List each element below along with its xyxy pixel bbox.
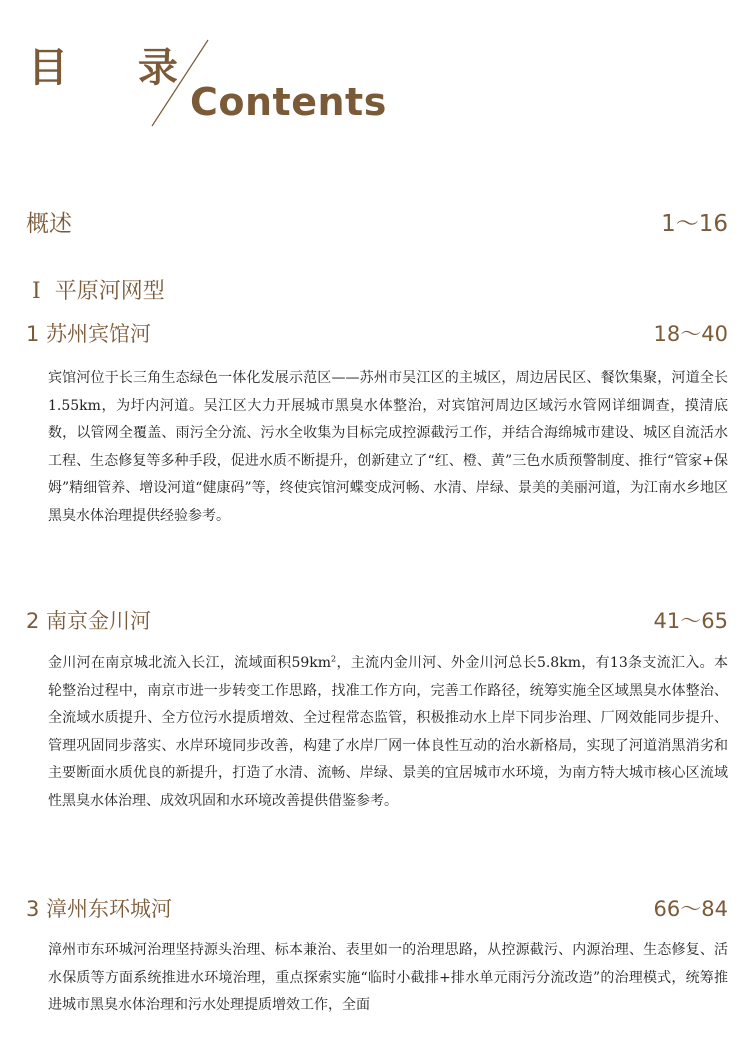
section-2-pages: 41～65: [653, 609, 728, 633]
section-2-summary: [48, 650, 728, 816]
toc-entry-section-2[interactable]: [26, 605, 728, 635]
section-3-heading: 3 漳州东环城河: [26, 897, 173, 921]
section-1-heading: 1 苏州宾馆河: [26, 322, 152, 346]
section-1-pages: 18～40: [653, 322, 728, 346]
section-1-summary: 宾馆河位于长三角生态绿色一体化发展示范区——苏州市吴江区的主城区，周边居民区、餐饮集聚，河道全长1.55km，为圩内河道。吴江区大力开展城市黑臭水体整治，对宾馆河周边区域污水管网详细调查，摸清底数，以管网全覆盖、雨污全分流、污水全收集为目标完成控源截污工作，并结合海绵城市建设、城区自流活水工程、生态修复等多种手段，促进水质不断提升，创新建立了“红、橙、黄”三色水质预警制度、推行“管家+保姆”精细管养、增设河道“健康码”等，终使宾馆河蝶变成河畅、水清、岸绿、景美的美丽河道，为江南水乡地区黑臭水体治理提供经验参考。: [48, 370, 728, 524]
toc-entry-overview-label: 概述: [26, 211, 72, 237]
part-numeral: I: [32, 279, 41, 304]
toc-entry-overview[interactable]: [26, 205, 728, 238]
toc-entry-section-3[interactable]: [26, 893, 728, 923]
page-title-chinese: 目 录: [28, 44, 206, 91]
section-2-heading: 2 南京金川河: [26, 609, 152, 633]
superscript-2: 2: [331, 654, 337, 664]
section-3-pages: 66～84: [653, 897, 728, 921]
section-2-summary-part-a: 金川河在南京城北流入长江，流域面积59km: [48, 655, 332, 671]
section-3-summary: 漳州市东环城河治理坚持源头治理、标本兼治、表里如一的治理思路，从控源截污、内源治理、生态修复、活水保质等方面系统推进水环境治理，重点探索实施“临时小截排+排水单元雨污分流改造”的治理模式，统筹推进城市黑臭水体治理和污水处理提质增效工作，全面: [48, 942, 728, 1014]
part-title: 平原河网型: [54, 279, 165, 304]
page-title-english: Contents: [190, 80, 387, 124]
toc-entry-overview-pages: 1～16: [661, 211, 728, 237]
section-2-summary-part-b: ，主流内金川河、外金川河总长5.8km，有13条支流汇入。本轮整治过程中，南京市进一步转变工作思路，找准工作方向，完善工作路径，统筹实施全区域黑臭水体整治、全流域水质提升、全方位污水提质增效、全过程常态监管，积极推动水上岸下同步治理、厂网效能同步提升、管理巩固同步落实、水岸环境同步改善，构建了水岸厂网一体良性互动的治水新格局，实现了河道消黑消劣和主要断面水质优良的新提升，打造了水清、流畅、岸绿、景美的宜居城市水环境，为南方特大城市核心区流域性黑臭水体治理、成效巩固和水环境改善提供借鉴参考。: [48, 655, 728, 809]
toc-entry-section-1[interactable]: [26, 318, 728, 348]
toc-part-heading: [32, 274, 165, 305]
